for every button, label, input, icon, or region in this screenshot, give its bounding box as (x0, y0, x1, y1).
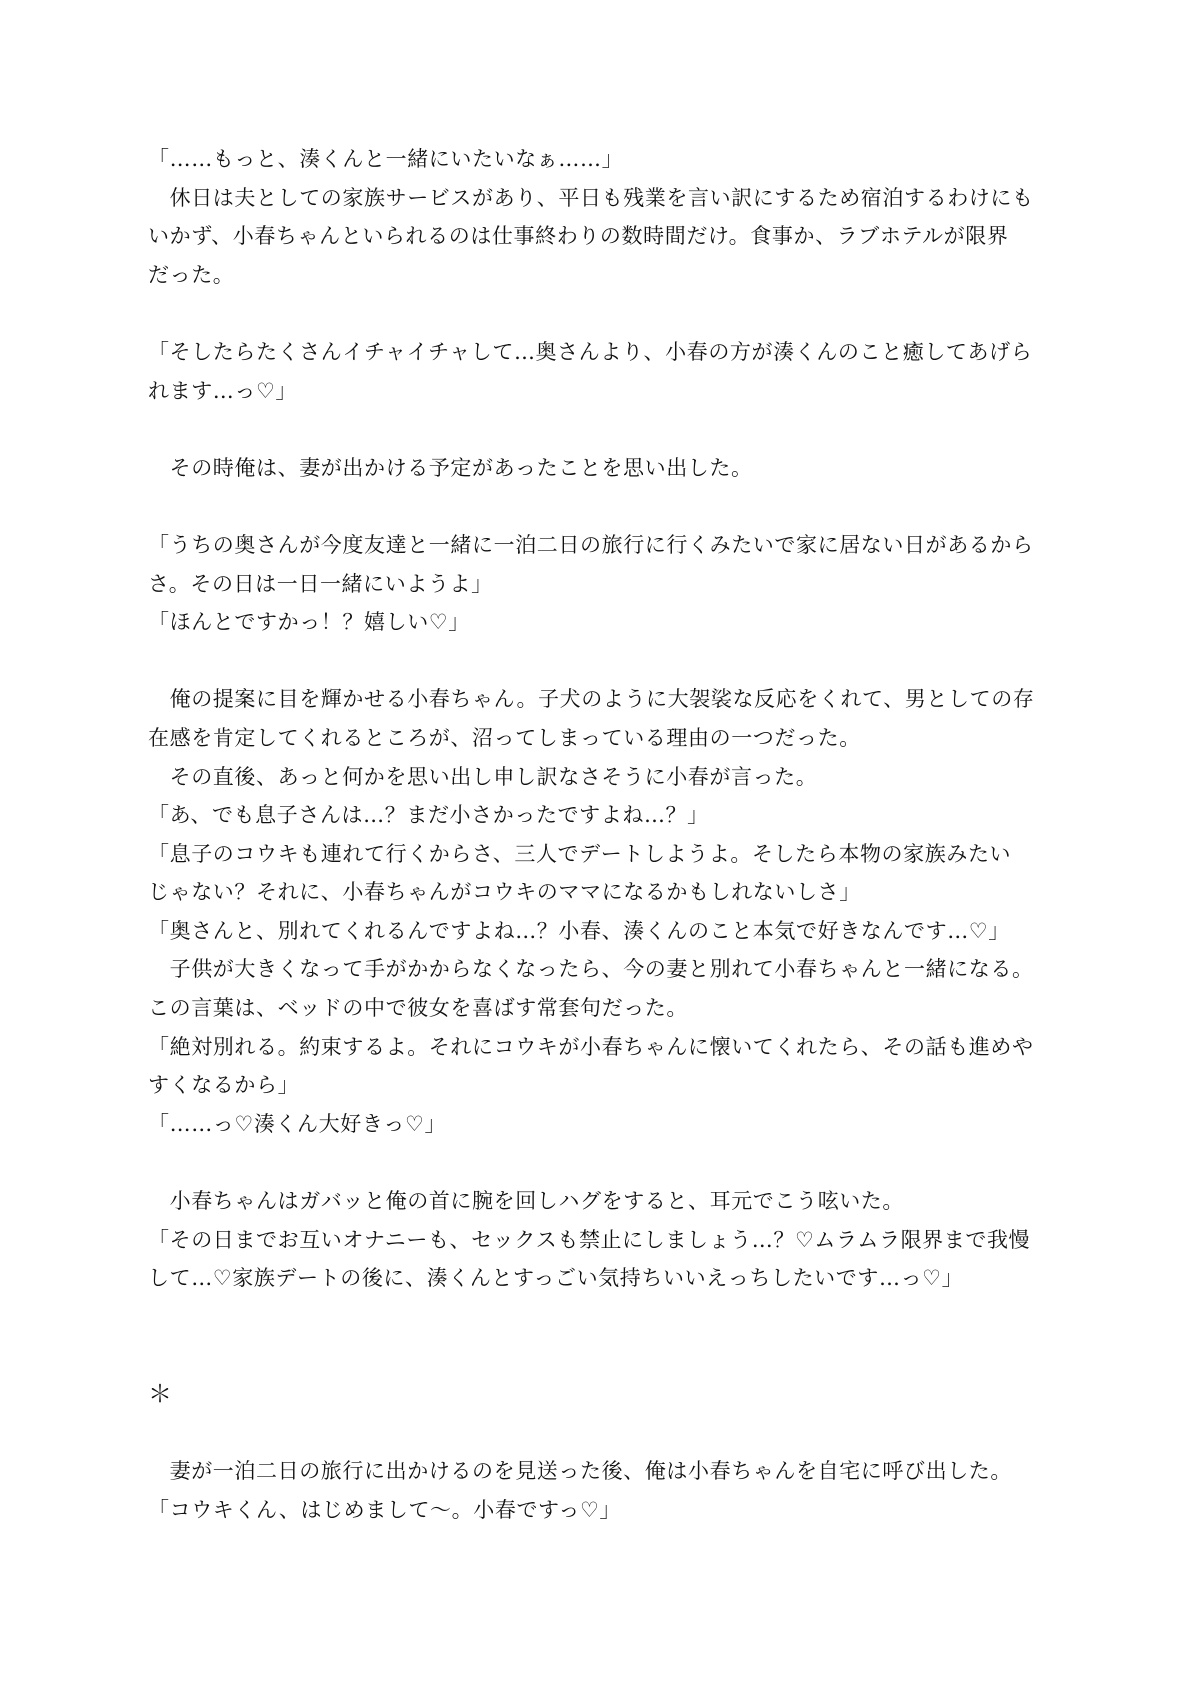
text-line: 俺の提案に目を輝かせる小春ちゃん。子犬のように大袈裟な反応をくれて、男としての存 (148, 687, 1035, 712)
text-line: その時俺は、妻が出かける予定があったことを思い出した。 (148, 455, 753, 480)
blank-line (148, 294, 1058, 333)
scene-break-mark: ＊ (148, 1380, 173, 1408)
text-line: 「絶対別れる。約束するよ。それにコウキが小春ちゃんに懐いてくれたら、その話も進めや (148, 1034, 1034, 1059)
text-line: 「あ、でも息子さんは…？まだ小さかったですよね…？」 (148, 803, 709, 828)
text-line: 休日は夫としての家族サービスがあり、平日も残業を言い訳にするため宿泊するわけにも (148, 185, 1034, 210)
text-line: すくなるから」 (148, 1073, 300, 1098)
text-line: 「息子のコウキも連れて行くからさ、三人でデートしようよ。そしたら本物の家族みたい (148, 841, 1012, 866)
text-line: 妻が一泊二日の旅行に出かけるのを見送った後、俺は小春ちゃんを自宅に呼び出した。 (148, 1459, 1012, 1484)
text-line: 「うちの奥さんが今度友達と一緒に一泊二日の旅行に行くみたいで家に居ない日があるから (148, 532, 1034, 557)
text-line: この言葉は、ベッドの中で彼女を喜ばす常套句だった。 (148, 996, 688, 1021)
text-line: 「……もっと、湊くんと一緒にいたいなぁ……」 (148, 147, 624, 171)
text-line: じゃない？それに、小春ちゃんがコウキのママになるかもしれないしさ」 (148, 880, 861, 905)
text-line: 「その日までお互いオナニーも、セックスも禁止にしましょう…？♡ムラムラ限界まで我慢 (148, 1227, 1031, 1252)
blank-line (148, 487, 1058, 526)
blank-line (148, 1414, 1058, 1453)
blank-line (148, 642, 1058, 681)
body-text (148, 140, 1058, 1529)
text-line: その直後、あっと何かを思い出し申し訳なさそうに小春が言った。 (148, 764, 818, 789)
text-line: して…♡家族デートの後に、湊くんとすっごい気持ちいいえっちしたいです…っ♡」 (148, 1266, 964, 1291)
text-line: 小春ちゃんはガバッと俺の首に腕を回しハグをすると、耳元でこう呟いた。 (148, 1189, 904, 1214)
text-line: 「……っ♡湊くん大好きっ♡」 (148, 1111, 447, 1136)
text-line: 子供が大きくなって手がかからなくなったら、今の妻と別れて小春ちゃんと一緒になる。 (148, 957, 1034, 982)
text-line: れます…っ♡」 (148, 378, 298, 403)
text-line: 「コウキくん、はじめまして〜。小春ですっ♡」 (148, 1497, 622, 1522)
text-line: 「奥さんと、別れてくれるんですよね…？小春、湊くんのこと本気で好きなんです…♡」 (148, 918, 1010, 943)
text-line: 「ほんとですかっ！？嬉しい♡」 (148, 610, 470, 635)
text-line: さ。その日は一日一緒にいようよ」 (148, 571, 493, 596)
blank-line (148, 1298, 1058, 1337)
blank-line (148, 1143, 1058, 1182)
text-line: 「そしたらたくさんイチャイチャして…奥さんより、小春の方が湊くんのこと癒してあげら (148, 339, 1033, 364)
blank-line (148, 1336, 1058, 1375)
text-line: 在感を肯定してくれるところが、沼ってしまっている理由の一つだった。 (148, 725, 861, 750)
text-line: だった。 (148, 262, 235, 287)
text-line: いかず、小春ちゃんといられるのは仕事終わりの数時間だけ。食事か、ラブホテルが限界 (148, 224, 1009, 249)
blank-line (148, 410, 1058, 449)
